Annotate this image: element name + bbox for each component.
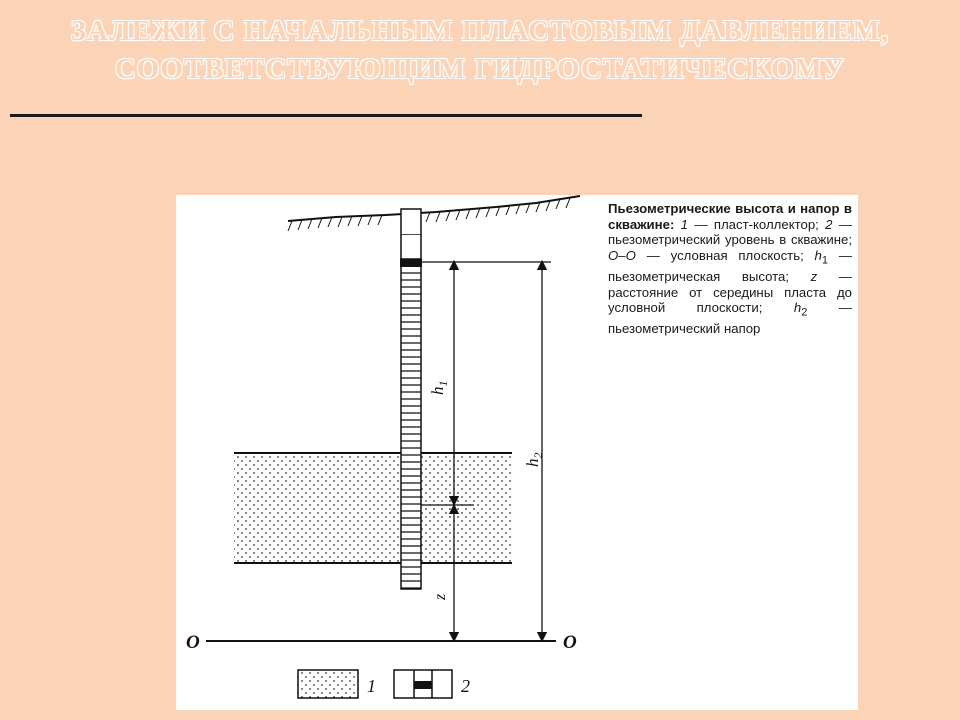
legend-swatch-level <box>394 670 452 698</box>
legend <box>298 670 470 698</box>
legend-swatch-reservoir <box>298 670 358 698</box>
datum-label-left: O <box>186 632 200 653</box>
title-underline <box>10 114 642 117</box>
figure-caption: Пьезометрические высота и напор в скважине: 1 — пласт-коллектор; 2 — пьезометрический уровень в скважине; O–O — условная плоскость; $h_1$ — пьезометрическая высота; z — расстояние от середины пласта до условной плоскости; $h_2$ — пьезометрический напор <box>608 201 852 337</box>
title-line-1: ЗАЛЕЖИ С НАЧАЛЬНЫМ ПЛАСТОВЫМ ДАВЛЕНИЕМ, <box>70 15 890 47</box>
piezometric-level-marker <box>400 259 422 267</box>
caption-num-2: 2 <box>825 216 833 232</box>
label-h2: $h_2$ <box>523 452 545 467</box>
datum-line-oo <box>186 632 577 653</box>
caption-h2: h <box>793 300 802 316</box>
label-h1: $h_1$ <box>428 380 450 395</box>
label-z: z <box>432 593 449 600</box>
slide-title <box>0 12 960 88</box>
figure-panel <box>176 195 858 710</box>
dimension-h2 <box>523 265 545 637</box>
caption-title: Пьезометрические высота и напор в скважине: <box>608 201 852 232</box>
caption-h1: h <box>814 247 822 263</box>
caption-z: z <box>810 269 818 285</box>
title-line-2: СООТВЕТСТВУЮЩИМ ГИДРОСТАТИЧЕСКОМУ <box>114 53 846 85</box>
ground-surface <box>288 196 580 231</box>
caption-num-1: 1 <box>680 216 689 232</box>
legend-label-1: 1 <box>367 676 376 696</box>
caption-oo: O–O <box>608 247 636 263</box>
datum-label-right: O <box>563 632 577 653</box>
legend-label-2: 2 <box>461 676 470 696</box>
well-casing <box>400 209 422 589</box>
reservoir-layer <box>234 453 512 563</box>
